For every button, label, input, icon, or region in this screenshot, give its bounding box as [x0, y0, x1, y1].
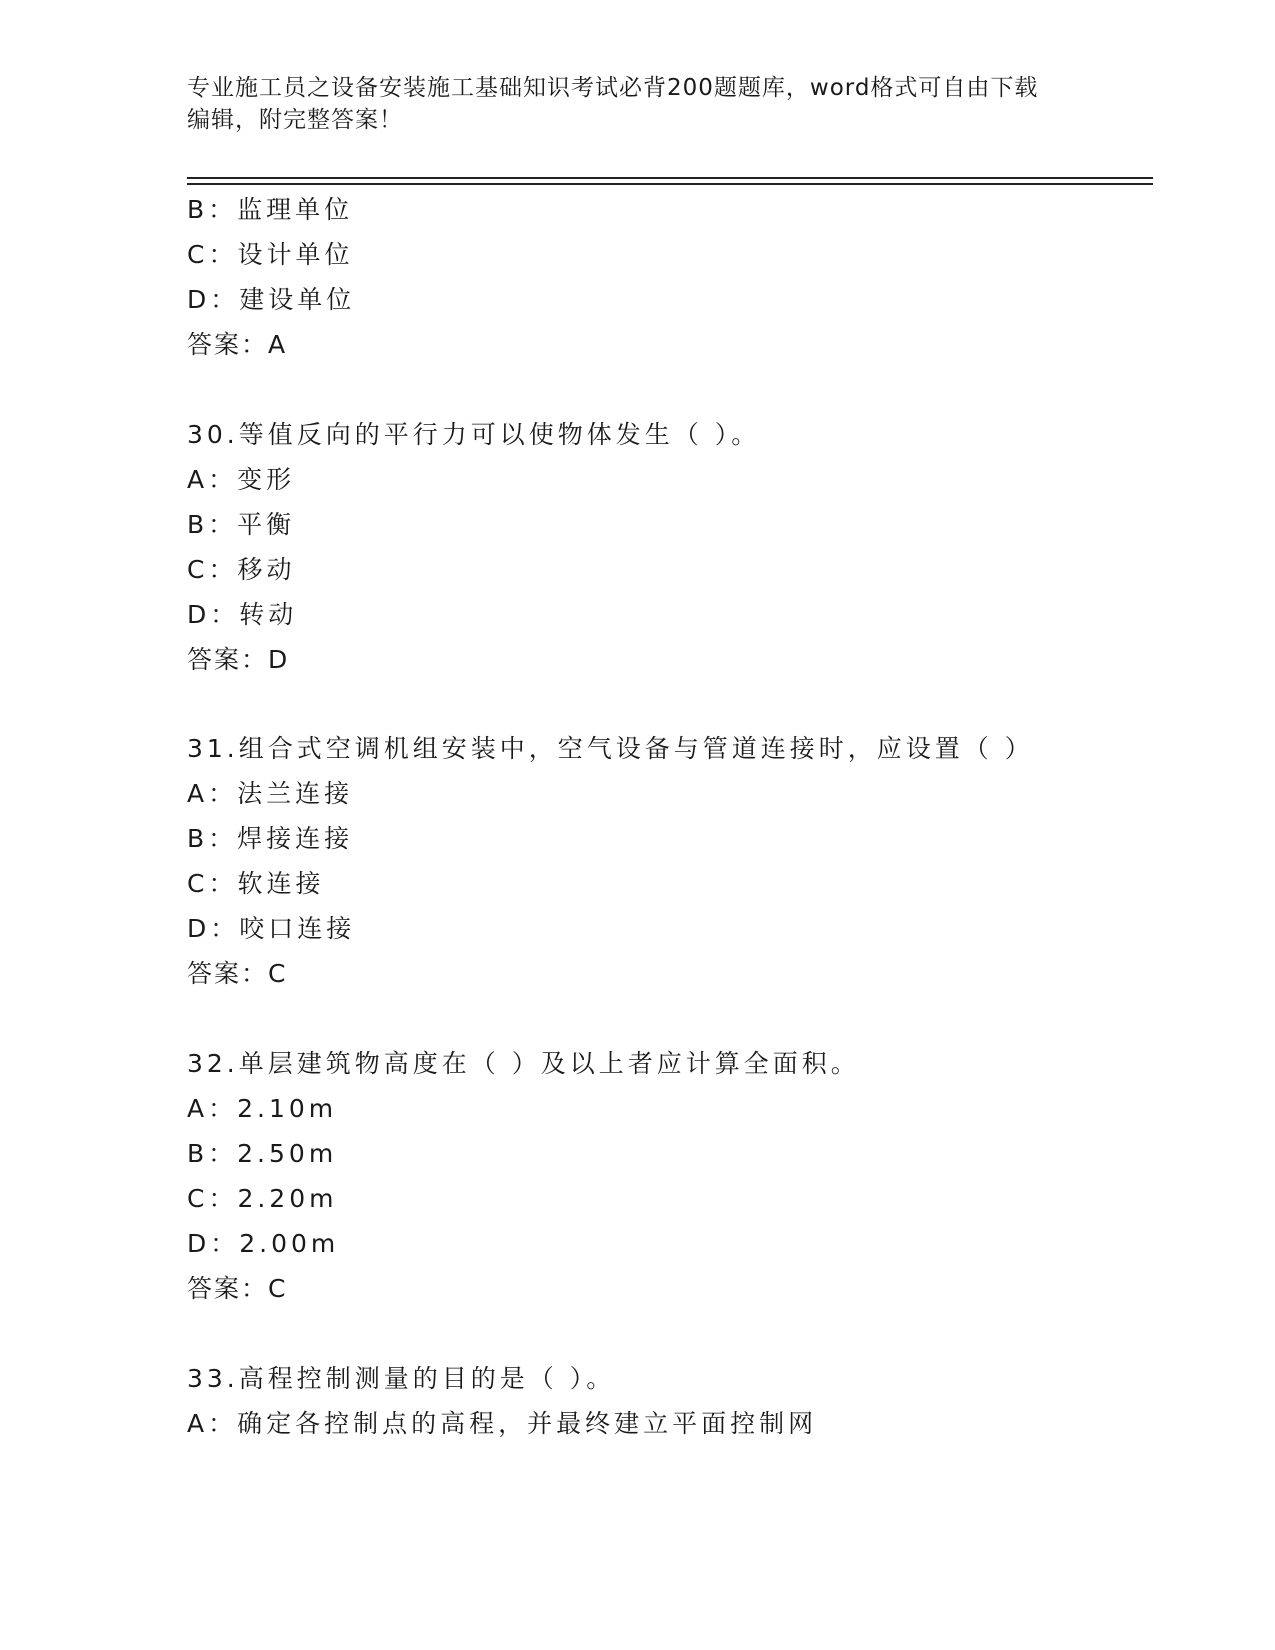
question-31: 31.组合式空调机组安装中，空气设备与管道连接时，应设置（ ）	[187, 734, 1034, 763]
option-a: A：确定各控制点的高程，并最终建立平面控制网	[187, 1409, 818, 1438]
option-c: C：2.20m	[187, 1184, 338, 1213]
option-b: B：平衡	[187, 510, 296, 539]
document-header	[187, 72, 1087, 136]
option-c: C：软连接	[187, 869, 325, 898]
answer: 答案：C	[187, 959, 288, 988]
option-d: D：2.00m	[187, 1229, 340, 1258]
question-33: 33.高程控制测量的目的是（ ）。	[187, 1364, 616, 1393]
option-a: A：变形	[187, 465, 296, 494]
option-d: D：咬口连接	[187, 914, 356, 943]
option-a: A：2.10m	[187, 1094, 338, 1123]
option-c: C：设计单位	[187, 240, 354, 269]
option-b: B：2.50m	[187, 1139, 338, 1168]
option-b: B：焊接连接	[187, 824, 354, 853]
answer: 答案：D	[187, 645, 290, 674]
header-divider-bottom	[187, 183, 1153, 185]
option-d: D：建设单位	[187, 285, 356, 314]
question-30: 30.等值反向的平行力可以使物体发生（ ）。	[187, 420, 761, 449]
question-32: 32.单层建筑物高度在（ ）及以上者应计算全面积。	[187, 1049, 860, 1078]
option-d: D：转动	[187, 600, 298, 629]
header-line-1: 专业施工员之设备安装施工基础知识考试必背200题题库，word格式可自由下载	[187, 75, 1039, 101]
answer: 答案：A	[187, 330, 288, 359]
header-line-2: 编辑，附完整答案！	[187, 107, 403, 133]
option-b: B：监理单位	[187, 195, 354, 224]
answer: 答案：C	[187, 1274, 288, 1303]
option-c: C：移动	[187, 555, 296, 584]
option-a: A：法兰连接	[187, 779, 354, 808]
header-divider-top	[187, 177, 1153, 179]
